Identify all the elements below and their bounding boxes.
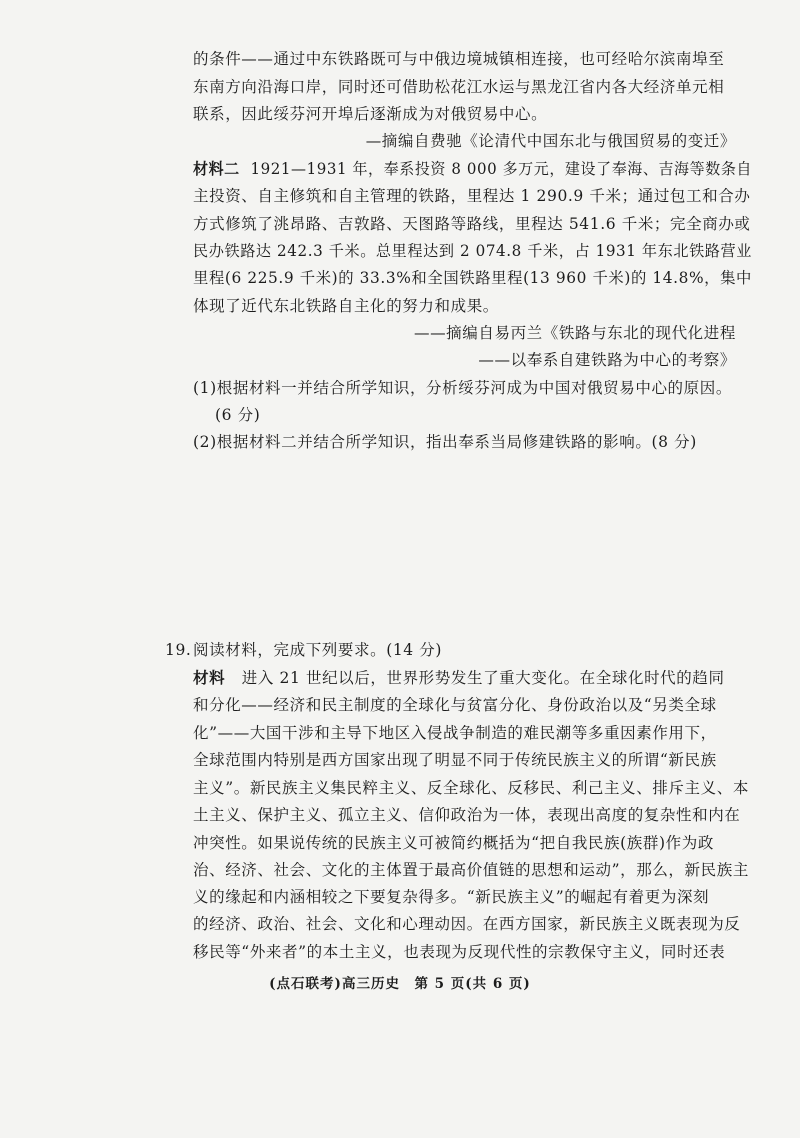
question-1-score: (6 分): [215, 406, 261, 424]
q19-prompt: 阅读材料，完成下列要求。(14 分): [193, 641, 443, 659]
q19-line-11: 移民等“外来者”的本土主义，也表现为反现代性的宗教保守主义，同时还表: [193, 943, 726, 961]
q19-number: 19.: [165, 641, 192, 659]
material2-citation-1: ——摘编自易丙兰《铁路与东北的现代化进程: [413, 324, 736, 342]
material2-line-3: 方式修筑了洮昂路、吉敦路、天图路等路线，里程达 541.6 千米；完全商办或: [193, 215, 751, 233]
question-2: (2)根据材料二并结合所学知识，指出奉系当局修建铁路的影响。(8 分): [193, 433, 697, 451]
material2-first-line: [193, 159, 752, 179]
question-1: (1)根据材料一并结合所学知识，分析绥芬河成为中国对俄贸易中心的原因。: [193, 379, 732, 397]
q19-line-6: 土主义、保护主义、孤立主义、信仰政治为一体，表现出高度的复杂性和内在: [193, 806, 741, 824]
material2-line-2: 主投资、自主修筑和自主管理的铁路，里程达 1 290.9 千米；通过包工和合办: [193, 187, 751, 205]
material1-line-1: 的条件——通过中东铁路既可与中俄边境城镇相连接，也可经哈尔滨南埠至: [193, 50, 725, 68]
q19-line-8: 治、经济、社会、文化的主体置于最高价值链的思想和运动”，那么，新民族主: [193, 861, 749, 879]
material2-line-4: 民办铁路达 242.3 千米。总里程达到 2 074.8 千米，占 1931 年东北铁路营业: [193, 242, 752, 260]
material2-line-6: 体现了近代东北铁路自主化的努力和成果。: [193, 297, 499, 315]
material2-line-5: 里程(6 225.9 千米)的 33.3%和全国铁路里程(13 960 千米)的 14.8%，集中: [193, 269, 752, 287]
material2-citation-2: ——以奉系自建铁路为中心的考察》: [478, 351, 736, 369]
material2-line-1: 1921—1931 年，奉系投资 8 000 多万元，建设了奉海、吉海等数条自: [250, 160, 752, 178]
q19-line-2: 和分化——经济和民主制度的全球化与贫富分化、身份政治以及“另类全球: [193, 696, 717, 714]
q19-line-3: 化”——大国干涉和主导下地区入侵战争制造的难民潮等多重因素作用下，: [193, 724, 717, 742]
q19-line-1-wrap: [193, 668, 725, 688]
q19-line-1: 进入 21 世纪以后，世界形势发生了重大变化。在全球化时代的趋同: [241, 669, 725, 687]
material1-citation: —摘编自费驰《论清代中国东北与俄国贸易的变迁》: [365, 132, 736, 150]
q19-line-10: 的经济、政治、社会、文化和心理动因。在西方国家，新民族主义既表现为反: [193, 915, 741, 933]
material2-label: 材料二: [193, 159, 240, 178]
page-footer: (点石联考)高三历史 第 5 页(共 6 页): [269, 976, 531, 992]
q19-line-5: 主义”。新民族主义集民粹主义、反全球化、反移民、利己主义、排斥主义、本: [193, 779, 749, 797]
q19-line-7: 冲突性。如果说传统的民族主义可被简约概括为“把自我民族(族群)作为政: [193, 834, 714, 852]
q19-line-4: 全球范围内特别是西方国家出现了明显不同于传统民族主义的所谓“新民族: [193, 751, 717, 769]
q19-line-9: 义的缘起和内涵相较之下要复杂得多。“新民族主义”的崛起有着更为深刻: [193, 888, 710, 906]
q19-material-label: 材料: [193, 668, 226, 687]
material1-line-2: 东南方向沿海口岸，同时还可借助松花江水运与黑龙江省内各大经济单元相: [193, 78, 725, 96]
material1-line-3: 联系，因此绥芬河开埠后逐渐成为对俄贸易中心。: [193, 105, 548, 123]
